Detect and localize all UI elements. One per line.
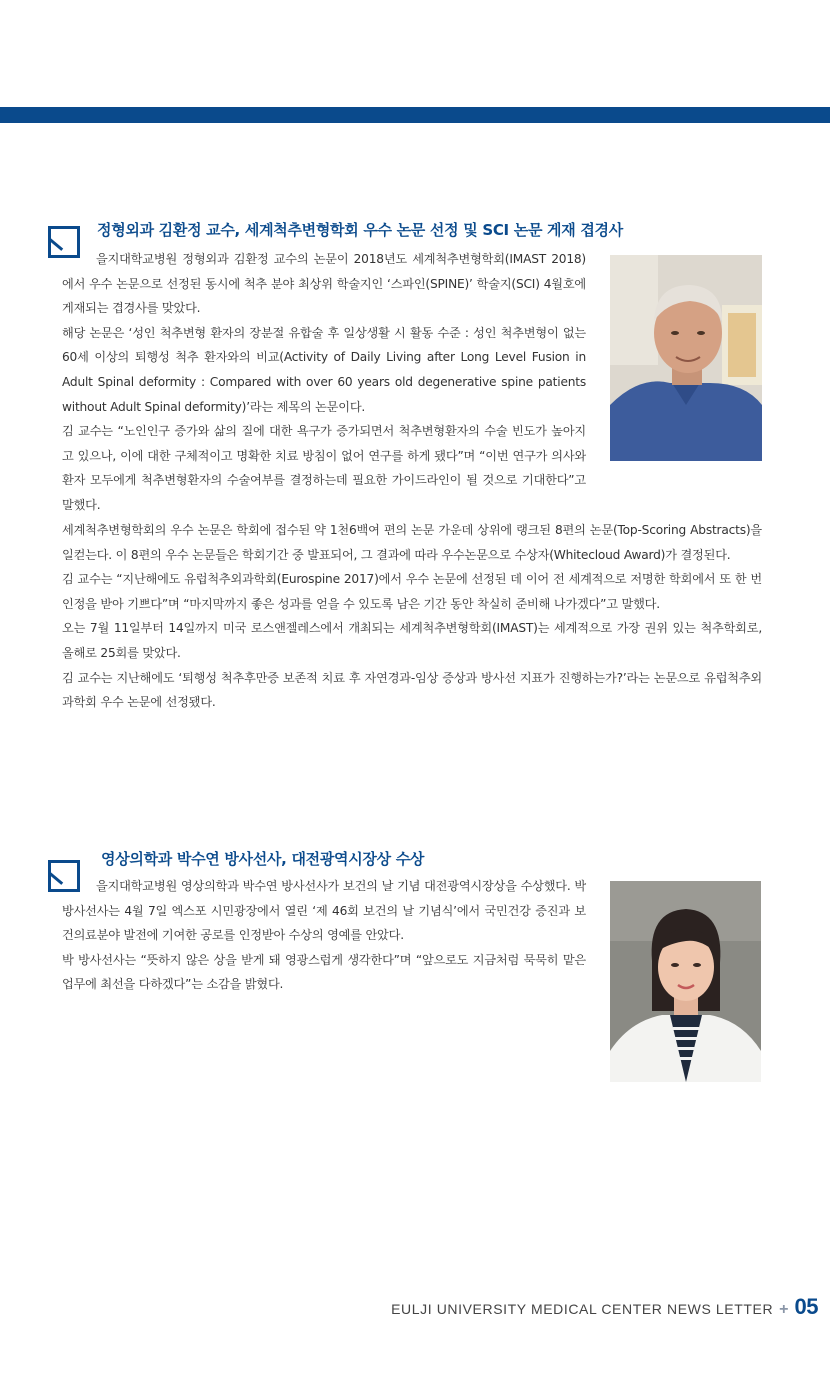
- article1-paragraph: 김 교수는 지난해에도 ‘퇴행성 척추후만증 보존적 치료 후 자연경과-임상 증상과 방사선 지표가 진행하는가?’라는 논문으로 유럽척추외과학회 우수 논문에 선정됐다.: [62, 670, 762, 710]
- portrait-photo-radiographer: [610, 881, 761, 1082]
- page-number: 05: [794, 1294, 818, 1319]
- newsletter-name: EULJI UNIVERSITY MEDICAL CENTER NEWS LETTER: [391, 1301, 774, 1317]
- article1-body-full: [62, 518, 762, 715]
- article2-title: 영상의학과 박수연 방사선사, 대전광역시장상 수상: [101, 850, 425, 868]
- header-bar: [0, 107, 830, 123]
- article1-paragraph: 오는 7월 11일부터 14일까지 미국 로스앤젤레스에서 개최되는 세계척추변형학회(IMAST)는 세계적으로 가장 권위 있는 척추학회로, 올해로 25회를 맞았다.: [62, 621, 762, 660]
- article1-body: [62, 247, 586, 518]
- article1-paragraph: 해당 논문은 ‘성인 척추변형 환자의 장분절 유합술 후 일상생활 시 활동 수준 : 성인 척추변형이 없는 60세 이상의 퇴행성 척추 환자와의 비교(Activity of Daily Living after Long Level Fusion in Adult Spinal deformity : Compared with over 60 years old degenerative spine patients without Adult Spinal deformity)’라는 제목의 논문이다.: [62, 325, 586, 414]
- article1-title: 정형외과 김환정 교수, 세계척추변형학회 우수 논문 선정 및 SCI 논문 게재 겹경사: [97, 221, 623, 239]
- article1-paragraph: 김 교수는 “노인인구 증가와 삶의 질에 대한 욕구가 증가되면서 척추변형환자의 수술 빈도가 높아지고 있으나, 이에 대한 구체적이고 명확한 치료 방침이 없어 연구를 하게 됐다”며 “이번 연구가 의사와 환자 모두에게 척추변형환자의 수술여부를 결정하는데 필요한 가이드라인이 될 것으로 기대한다”고 말했다.: [62, 424, 586, 512]
- portrait-photo-professor: [610, 255, 762, 461]
- article1-paragraph: 김 교수는 “지난해에도 유럽척추외과학회(Eurospine 2017)에서 우수 논문에 선정된 데 이어 전 세계적으로 저명한 학회에서 또 한 번 인정을 받아 기쁘다”며 “마지막까지 좋은 성과를 얻을 수 있도록 남은 기간 동안 착실히 준비해 나가겠다”고 말했다.: [62, 572, 762, 611]
- article2-paragraph: 박 방사선사는 “뜻하지 않은 상을 받게 돼 영광스럽게 생각한다”며 “앞으로도 지금처럼 묵묵히 맡은 업무에 최선을 다하겠다”는 소감을 밝혔다.: [62, 952, 586, 992]
- article1-paragraph: 세계척추변형학회의 우수 논문은 학회에 접수된 약 1천6백여 편의 논문 가운데 상위에 랭크된 8편의 논문(Top-Scoring Abstracts)을 일컫는다. 이 8편의 우수 논문들은 학회기간 중 발표되어, 그 결과에 따라 우수논문으로 수상자(Whitecloud Award)가 결정된다.: [62, 523, 762, 562]
- plus-icon: +: [779, 1301, 789, 1318]
- footer: [391, 1294, 818, 1320]
- article1-paragraph: 을지대학교병원 정형외과 김환정 교수의 논문이 2018년도 세계척추변형학회(IMAST 2018)에서 우수 논문으로 선정된 동시에 척추 분야 최상위 학술지인 ‘스파인(SPINE)’ 학술지(SCI) 4월호에 게재되는 겹경사를 맞았다.: [62, 252, 586, 316]
- article2-body: [62, 874, 586, 997]
- article2-paragraph: 을지대학교병원 영상의학과 박수연 방사선사가 보건의 날 기념 대전광역시장상을 수상했다. 박 방사선사는 4월 7일 엑스포 시민광장에서 열린 ‘제 46회 보건의 날 기념식’에서 국민건강 증진과 보건의료분야 발전에 기여한 공로를 인정받아 수상의 영예를 안았다.: [62, 879, 586, 943]
